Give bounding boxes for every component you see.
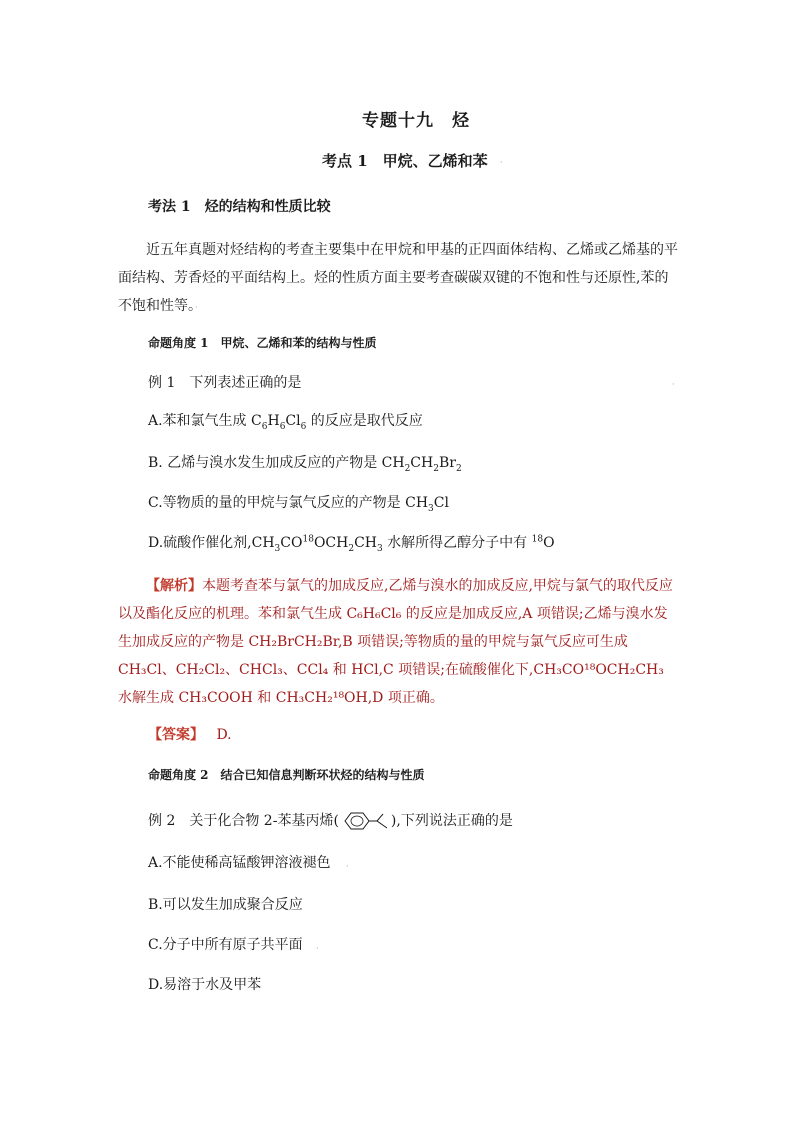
analysis-label: 【解析】 [146, 578, 202, 594]
answer-line [148, 724, 232, 744]
option-c: C.等物质的量的甲烷与氯气反应的产物是 $CH_3Cl$ [148, 495, 449, 514]
option-d: D.硫酸作催化剂$,CH_3CO^{18}OCH_2CH_3$ 水解所得乙醇分子中有 $^{18}$O [148, 534, 555, 554]
question-1: 例 1 下列表述正确的是 [148, 375, 302, 391]
analysis-text: 本题考查苯与氯气的加成反应,乙烯与溴水的加成反应,甲烷与氯气的取代反应以及酯化反应的机理。苯和氯气生成 C₆H₆Cl₆ 的反应是加成反应,A 项错误;乙烯与溴水发生加成反应的产物是 CH₂BrCH₂Br,B 项错误;等物质的量的甲烷与氯气反应可生成 CH₃Cl、CH₂Cl₂、CHCl₃、CCl₄ 和 HCl,C 项错误;在硫酸催化下,CH₃CO¹⁸OCH₂CH₃ 水解生成 CH₃COOH 和 CH₃CH₂¹⁸OH,D 项正确。 [118, 578, 673, 706]
analysis-paragraph [118, 572, 680, 712]
question-2: 例 2 关于化合物 2-苯基丙烯( ),下列说法正确的是 [148, 813, 513, 829]
angle1-heading: 命题角度 1 甲烷、乙烯和苯的结构与性质 [148, 336, 377, 350]
answer-value: D. [216, 727, 232, 743]
decorative-dot: · [500, 158, 503, 167]
option-b: B. 乙烯与溴水发生加成反应的产物是 $CH_2CH_2Br_2$ [148, 455, 462, 474]
decorative-dot: · [316, 944, 319, 953]
method-heading: 考法 1 烃的结构和性质比较 [148, 199, 331, 215]
page-title: 专题十九 烃 [362, 111, 470, 131]
angle2-heading: 命题角度 2 结合已知信息判断环状烃的结构与性质 [148, 768, 425, 782]
option-c: C.分子中所有原子共平面 [148, 937, 303, 953]
intro-text: 近五年真题对烃结构的考查主要集中在甲烷和甲基的正四面体结构、乙烯或乙烯基的平面结构、芳香烃的平面结构上。烃的性质方面主要考查碳碳双键的不饱和性与还原性,苯的不饱和性等。 [118, 242, 678, 314]
intro-paragraph [118, 236, 680, 322]
option-a: A.苯和氯气生成 $C_6H_6Cl_6$ 的反应是取代反应 [148, 413, 423, 432]
answer-label: 【答案】 [148, 727, 204, 743]
decorative-dot: · [672, 380, 675, 389]
phenylpropene-structure-icon [339, 811, 391, 831]
option-b: B.可以发生加成聚合反应 [148, 897, 303, 913]
section-subtitle: 考点 1 甲烷、乙烯和苯 [322, 152, 488, 170]
decorative-dot: · [346, 862, 349, 871]
option-d: D.易溶于水及甲苯 [148, 977, 262, 993]
option-a: A.不能使稀高锰酸钾溶液褪色 [148, 855, 331, 871]
decorative-dot: · [195, 303, 198, 312]
